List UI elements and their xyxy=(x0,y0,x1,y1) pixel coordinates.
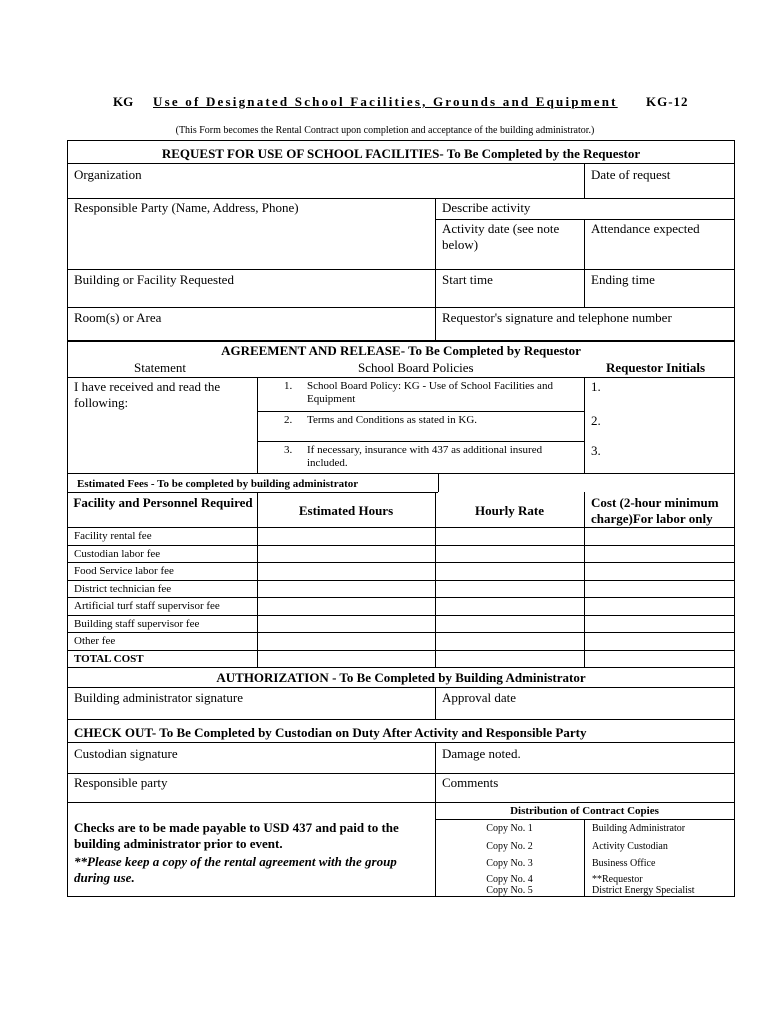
fee-row-label: Custodian labor fee xyxy=(74,548,161,560)
rule xyxy=(68,269,734,270)
rule xyxy=(68,163,734,164)
date-of-request-field[interactable]: Date of request xyxy=(591,167,671,182)
rule xyxy=(68,632,734,633)
rule xyxy=(584,492,585,667)
copy-number: Copy No. 4 xyxy=(486,874,533,885)
copy-number: Copy No. 3 xyxy=(486,858,533,869)
ending-time-field[interactable]: Ending time xyxy=(591,272,655,287)
building-requested-field[interactable]: Building or Facility Requested xyxy=(74,272,234,287)
rule xyxy=(438,473,439,492)
rule xyxy=(68,198,734,199)
checkout-heading: CHECK OUT- To Be Completed by Custodian on Duty After Activity and Responsible Party xyxy=(74,725,587,740)
rooms-field[interactable]: Room(s) or Area xyxy=(74,310,162,325)
rule xyxy=(68,340,734,342)
copy-number: Copy No. 5 xyxy=(486,885,533,896)
policy-item-number: 2. xyxy=(284,414,293,426)
policy-item-text: School Board Policy: KG - Use of School Facilities and Equipment xyxy=(307,380,553,405)
form-code-right: KG-12 xyxy=(646,94,689,109)
fee-row-label: Other fee xyxy=(74,635,116,647)
rule xyxy=(68,667,734,668)
requestor-signature-field[interactable]: Requestor's signature and telephone number xyxy=(442,310,672,325)
rule xyxy=(257,377,258,473)
rule xyxy=(68,492,438,493)
rule xyxy=(584,163,585,198)
rule xyxy=(68,545,734,546)
rule xyxy=(584,377,585,473)
form-code-left: KG xyxy=(113,94,134,109)
statement-label: Statement xyxy=(134,360,186,375)
fee-row-label: Building staff supervisor fee xyxy=(74,618,200,630)
rule xyxy=(435,198,436,340)
initials-field[interactable]: 2. xyxy=(591,413,601,428)
rule xyxy=(68,742,734,743)
rule xyxy=(435,742,436,803)
request-heading: REQUEST FOR USE OF SCHOOL FACILITIES- To Be Completed by the Requestor xyxy=(161,146,641,161)
rule xyxy=(68,719,734,720)
rule xyxy=(584,219,585,307)
rule xyxy=(257,411,584,412)
rule xyxy=(68,650,734,651)
copy-number: Copy No. 1 xyxy=(486,823,533,834)
comments-field[interactable]: Comments xyxy=(442,775,499,790)
attendance-expected-field[interactable]: Attendance expected xyxy=(591,221,700,236)
distribution-heading: Distribution of Contract Copies xyxy=(510,805,659,817)
authorization-heading: AUTHORIZATION - To Be Completed by Building Administrator xyxy=(216,670,586,685)
rule xyxy=(68,802,734,803)
fees-col-rate: Hourly Rate xyxy=(475,503,544,518)
admin-signature-field[interactable]: Building administrator signature xyxy=(74,690,243,705)
rule xyxy=(68,580,734,581)
policy-item-number: 1. xyxy=(284,380,293,392)
rule xyxy=(68,773,734,774)
rule xyxy=(68,307,734,308)
rule xyxy=(68,597,734,598)
form-subtitle: (This Form becomes the Rental Contract upon completion and acceptance of the building administrator.) xyxy=(175,125,595,136)
policy-item-text: Terms and Conditions as stated in KG. xyxy=(307,414,478,426)
agreement-heading: AGREEMENT AND RELEASE- To Be Completed by Requestor xyxy=(221,343,581,358)
organization-field[interactable]: Organization xyxy=(74,167,142,182)
copy-recipient: Activity Custodian xyxy=(592,841,668,852)
copy-number: Copy No. 2 xyxy=(486,841,533,852)
copy-recipient: Business Office xyxy=(592,858,656,869)
rule xyxy=(68,473,734,474)
custodian-signature-field[interactable]: Custodian signature xyxy=(74,746,178,761)
initials-field[interactable]: 1. xyxy=(591,379,601,394)
policies-label: School Board Policies xyxy=(358,360,474,375)
checkout-responsible-party-field[interactable]: Responsible party xyxy=(74,775,168,790)
damage-noted-field[interactable]: Damage noted. xyxy=(442,746,521,761)
rule xyxy=(435,687,436,719)
rule xyxy=(68,377,734,378)
activity-date-field[interactable]: Activity date (see note below) xyxy=(442,221,560,252)
fees-heading: Estimated Fees - To be completed by building administrator xyxy=(77,478,359,490)
statement-text: I have received and read the following: xyxy=(74,379,221,410)
fee-row-label: Facility rental fee xyxy=(74,530,152,542)
rule xyxy=(68,527,734,528)
start-time-field[interactable]: Start time xyxy=(442,272,493,287)
form-title-text: Use of Designated School Facilities, Grounds and Equipment xyxy=(153,94,618,109)
form-title xyxy=(0,94,770,112)
fees-col-facility: Facility and Personnel Required xyxy=(73,495,253,510)
copy-note: **Please keep a copy of the rental agreement with the group during use. xyxy=(74,854,397,885)
rule xyxy=(584,819,585,897)
fees-col-cost: Cost (2-hour minimum charge)For labor only xyxy=(591,495,719,526)
rule xyxy=(68,687,734,688)
describe-activity-field[interactable]: Describe activity xyxy=(442,200,531,215)
rental-contract-form xyxy=(67,140,735,897)
rule xyxy=(68,615,734,616)
initials-label: Requestor Initials xyxy=(606,360,706,375)
copy-recipient: Building Administrator xyxy=(592,823,686,834)
responsible-party-field[interactable]: Responsible Party (Name, Address, Phone) xyxy=(74,200,299,215)
fee-total-label: TOTAL COST xyxy=(74,653,144,665)
fees-col-hours: Estimated Hours xyxy=(298,503,394,518)
copy-recipient: **Requestor xyxy=(592,874,643,885)
fee-row-label: District technician fee xyxy=(74,583,172,595)
policy-item-text: If necessary, insurance with 437 as additional insured included. xyxy=(307,444,543,469)
approval-date-field[interactable]: Approval date xyxy=(442,690,517,705)
payment-note: Checks are to be made payable to USD 437 and paid to the building administrator prior to event. xyxy=(74,820,399,851)
rule xyxy=(68,562,734,563)
initials-field[interactable]: 3. xyxy=(591,443,601,458)
policy-item-number: 3. xyxy=(284,444,293,456)
fee-row-label: Food Service labor fee xyxy=(74,565,174,577)
rule xyxy=(257,441,584,442)
fee-row-label: Artificial turf staff supervisor fee xyxy=(74,600,220,612)
copy-recipient: District Energy Specialist xyxy=(592,885,695,896)
